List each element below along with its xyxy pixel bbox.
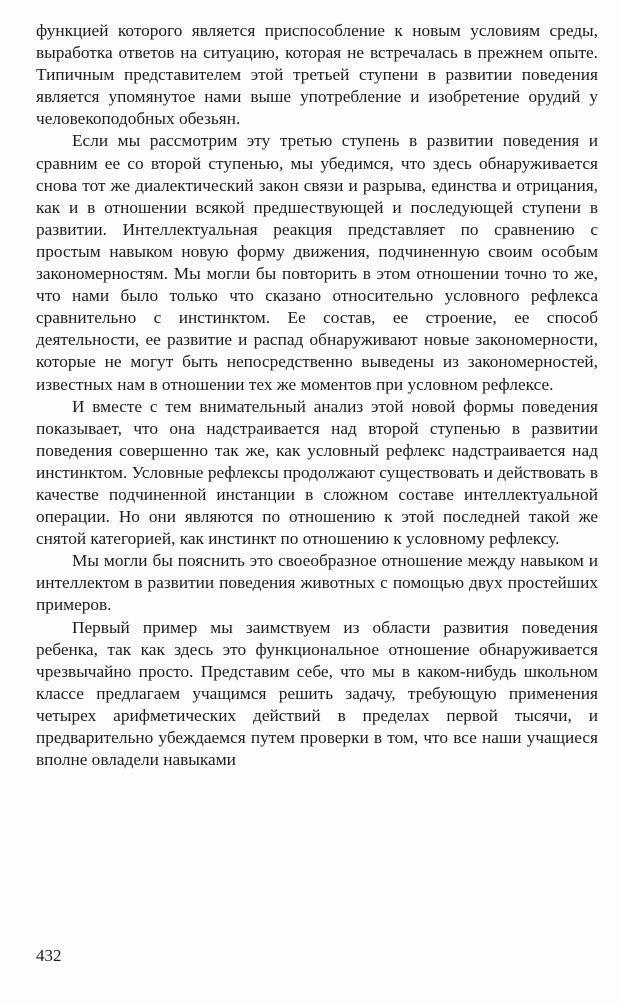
page-number: 432 <box>36 946 62 965</box>
paragraph-5: Первый пример мы заимствуем из области развития поведения ребенка, так как здесь это функциональное отношение обнаруживается чрезвычайно просто. Представим себе, что мы в каком-нибудь школьном классе предлагаем учащимся решить задачу, требующую применения четырех арифметических действий в пределах первой тысячи, и предварительно убеждаемся путем проверки в том, что все наши учащиеся вполне овладели навыками <box>36 617 598 770</box>
paragraph-1: функцией которого является приспособление к новым условиям среды, выработка ответов на ситуацию, которая не встречалась в прежнем опыте. Типичным представителем этой третьей ступени в развитии поведения является упомянутое нами выше употребление и изобретение орудий у человекоподобных обезьян. <box>36 21 598 129</box>
paragraph-4: Мы могли бы пояснить это своеобразное отношение между навыком и интеллектом в развитии поведения животных с помощью двух простейших примеров. <box>36 551 598 615</box>
body-text <box>36 20 598 771</box>
paragraph-2: Если мы рассмотрим эту третью ступень в развитии поведения и сравним ее со второй ступенью, мы убедимся, что здесь обнаруживается снова тот же диалектический закон связи и разрыва, единства и отрицания, как и в отношении всякой предшествующей и последующей ступени в развитии. Интеллектуальная реакция представляет по сравнению с простым навыком новую форму движения, подчиненную своим особым закономерностям. Мы могли бы повторить в этом отношении точно то же, что нами было только что сказано относительно условного рефлекса сравнительно с инстинктом. Ее состав, ее строение, ее способ деятельности, ее развитие и распад обнаруживают новые закономерности, которые не могут быть непосредственно выведены из закономерностей, известных нам в отношении тех же моментов при условном рефлексе. <box>36 131 598 394</box>
paragraph-3: И вместе с тем внимательный анализ этой новой формы поведения показывает, что она надстраивается над второй ступенью в развитии поведения совершенно так же, как условный рефлекс надстраивается над инстинктом. Условные рефлексы продолжают существовать и действовать в качестве подчиненной инстанции в сложном составе интеллектуальной операции. Но они являются по отношению к этой последней такой же снятой категорией, как инстинкт по отношению к условному рефлексу. <box>36 396 598 549</box>
